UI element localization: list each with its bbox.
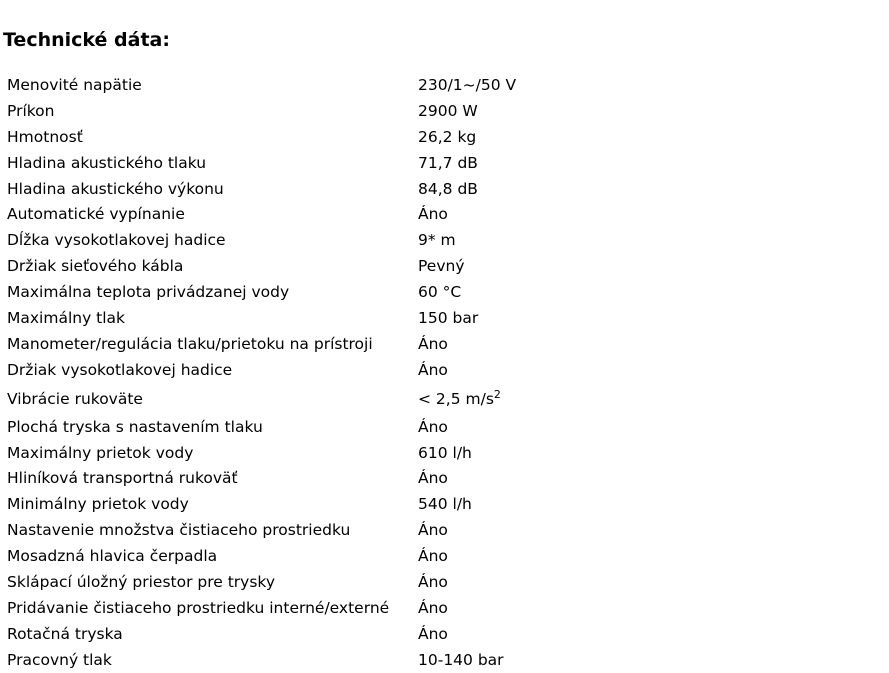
spec-row [7, 150, 607, 176]
spec-value: Áno [418, 469, 448, 488]
spec-row [7, 440, 607, 466]
spec-label: Pracovný tlak [7, 650, 112, 669]
spec-table [7, 72, 607, 673]
spec-value: 230/1~/50 V [418, 75, 517, 94]
spec-row [7, 465, 607, 491]
spec-label: Rotačná tryska [7, 624, 123, 643]
spec-value: 84,8 dB [418, 179, 478, 198]
spec-value: 2900 W [418, 101, 478, 120]
spec-value: 150 bar [418, 308, 479, 327]
spec-value: Áno [418, 572, 448, 591]
spec-value: 9* m [418, 231, 456, 250]
spec-label: Nastavenie množstva čistiaceho prostriedku [7, 521, 351, 540]
spec-label: Automatické vypínanie [7, 205, 185, 224]
spec-label: Držiak vysokotlakovej hadice [7, 360, 233, 379]
spec-label: Dĺžka vysokotlakovej hadice [7, 231, 226, 250]
spec-row [7, 621, 607, 647]
spec-row [7, 201, 607, 227]
spec-row [7, 595, 607, 621]
spec-value: 60 °C [418, 283, 462, 302]
spec-label: Hladina akustického výkonu [7, 179, 224, 198]
spec-row [7, 124, 607, 150]
spec-value: 71,7 dB [418, 153, 478, 172]
spec-value: Pevný [418, 257, 465, 276]
spec-row [7, 647, 607, 673]
spec-row [7, 305, 607, 331]
spec-row [7, 414, 607, 440]
spec-row [7, 72, 607, 98]
spec-label: Menovité napätie [7, 75, 142, 94]
spec-row [7, 569, 607, 595]
spec-label: Mosadzná hlavica čerpadla [7, 547, 218, 566]
spec-label: Maximálna teplota privádzanej vody [7, 283, 290, 302]
spec-label: Maximálny tlak [7, 308, 126, 327]
spec-label: Minimálny prietok vody [7, 495, 189, 514]
spec-label: Pridávanie čistiaceho prostriedku interné/externé [7, 598, 390, 617]
spec-row [7, 357, 607, 383]
spec-value [418, 390, 607, 408]
spec-value: Áno [418, 417, 448, 436]
spec-value: Áno [418, 360, 448, 379]
spec-value: Áno [418, 624, 448, 643]
spec-row [7, 383, 607, 414]
section-heading: Technické dáta: [3, 29, 170, 51]
spec-label: Hladina akustického tlaku [7, 153, 207, 172]
spec-label: Plochá tryska s nastavením tlaku [7, 417, 263, 436]
spec-row [7, 279, 607, 305]
spec-row [7, 543, 607, 569]
spec-label: Maximálny prietok vody [7, 443, 194, 462]
spec-row [7, 176, 607, 202]
spec-value: Áno [418, 205, 448, 224]
spec-label: Hmotnosť [7, 127, 83, 146]
spec-row [7, 98, 607, 124]
spec-row [7, 491, 607, 517]
spec-label: Hliníková transportná rukoväť [7, 469, 238, 488]
spec-label: Manometer/regulácia tlaku/prietoku na prístroji [7, 334, 373, 353]
spec-value: 610 l/h [418, 443, 472, 462]
spec-row [7, 253, 607, 279]
spec-value: 540 l/h [418, 495, 472, 514]
spec-value-superscript: 2 [493, 388, 501, 402]
spec-value: Áno [418, 547, 448, 566]
spec-label: Držiak sieťového kábla [7, 257, 184, 276]
spec-value: 10-140 bar [418, 650, 504, 669]
spec-label: Príkon [7, 101, 55, 120]
spec-value: Áno [418, 521, 448, 540]
spec-row [7, 331, 607, 357]
spec-row [7, 227, 607, 253]
spec-row [7, 517, 607, 543]
spec-value-text: < 2,5 m/s [418, 390, 494, 409]
spec-value: 26,2 kg [418, 127, 477, 146]
spec-value: Áno [418, 334, 448, 353]
spec-label: Sklápací úložný priestor pre trysky [7, 572, 276, 591]
spec-value: Áno [418, 598, 448, 617]
spec-label: Vibrácie rukoväte [7, 390, 143, 409]
